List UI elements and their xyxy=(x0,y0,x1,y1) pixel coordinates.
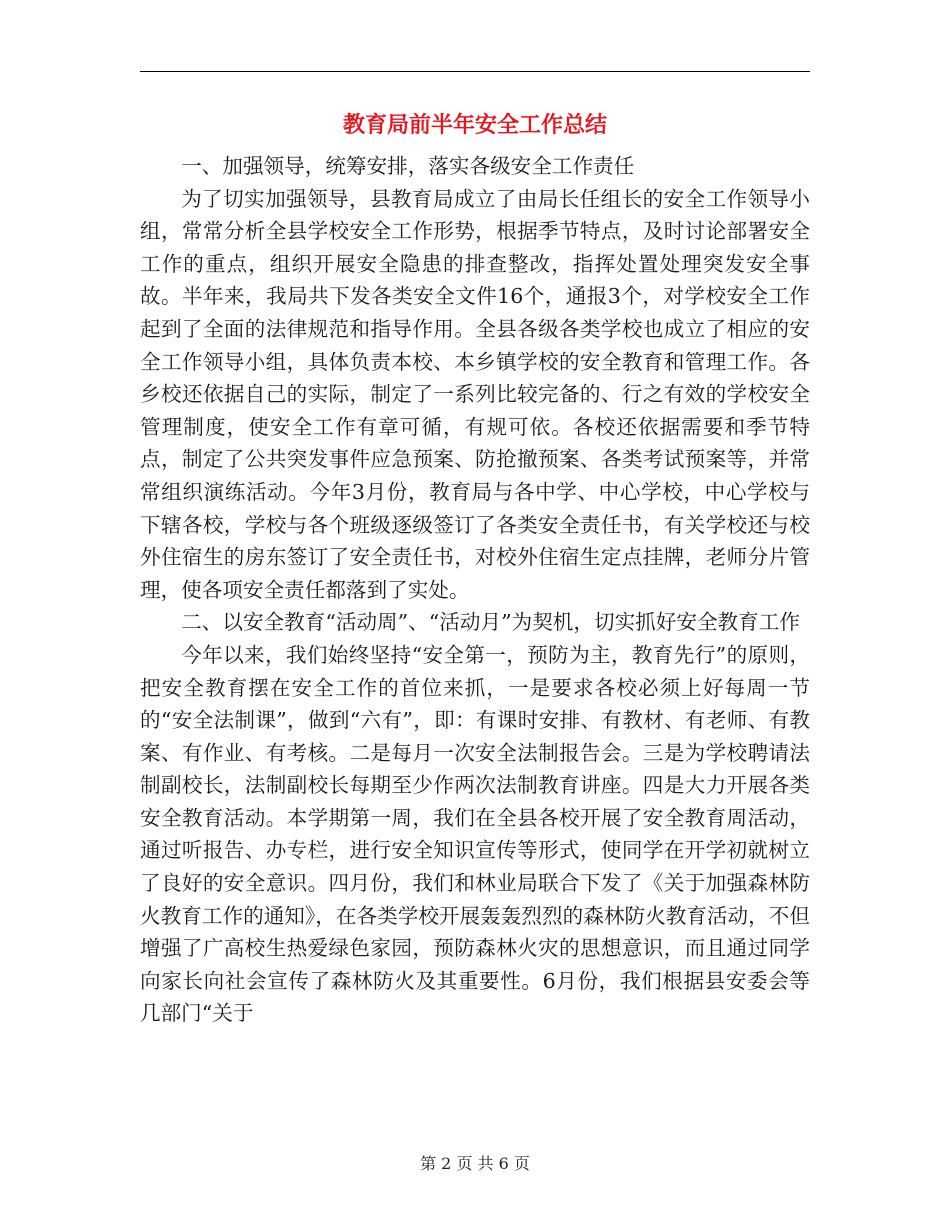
document-body xyxy=(140,150,810,1030)
body-paragraph: 为了切实加强领导，县教育局成立了由局长任组长的安全工作领导小组，常常分析全县学校安全工作形势，根据季节特点，及时讨论部署安全工作的重点，组织开展安全隐患的排查整改，指挥处置处理突发安全事故。半年来，我局共下发各类安全文件16个，通报3个，对学校安全工作起到了全面的法律规范和指导作用。全县各级各类学校也成立了相应的安全工作领导小组，具体负责本校、本乡镇学校的安全教育和管理工作。各乡校还依据自己的实际，制定了一系列比较完备的、行之有效的学校安全管理制度，使安全工作有章可循，有规可依。各校还依据需要和季节特点，制定了公共突发事件应急预案、防抢撤预案、各类考试预案等，并常常组织演练活动。今年3月份，教育局与各中学、中心学校，中心学校与下辖各校，学校与各个班级逐级签订了各类安全责任书，有关学校还与校外住宿生的房东签订了安全责任书，对校外住宿生定点挂牌，老师分片管理，使各项安全责任都落到了实处。 xyxy=(140,186,810,602)
page-number: 第 2 页 共 6 页 xyxy=(420,1154,530,1173)
document-title: 教育局前半年安全工作总结 xyxy=(342,112,607,138)
section-heading-2: 二、以安全教育“活动周”、“活动月”为契机，切实抓好安全教育工作 xyxy=(181,610,800,635)
header-rule xyxy=(140,71,810,72)
section-heading-1: 一、加强领导，统筹安排，落实各级安全工作责任 xyxy=(181,154,635,178)
body-paragraph: 今年以来，我们始终坚持“安全第一，预防为主，教育先行”的原则，把安全教育摆在安全工作的首位来抓，一是要求各校必须上好每周一节的“安全法制课”，做到“六有”，即：有课时安排、有教材、有老师、有教案、有作业、有考核。二是每月一次安全法制报告会。三是为学校聘请法制副校长，法制副校长每期至少作两次法制教育讲座。四是大力开展各类安全教育活动。本学期第一周，我们在全县各校开展了安全教育周活动，通过听报告、办专栏，进行安全知识宣传等形式，使同学在开学初就树立了良好的安全意识。四月份，我们和林业局联合下发了《关于加强森林防火教育工作的通知》，在各类学校开展轰轰烈烈的森林防火教育活动，不但增强了广高校生热爱绿色家园，预防森林火灾的思想意识，而且通过同学向家长向社会宣传了森林防火及其重要性。6月份，我们根据县安委会等几部门“关于 xyxy=(140,642,810,1026)
